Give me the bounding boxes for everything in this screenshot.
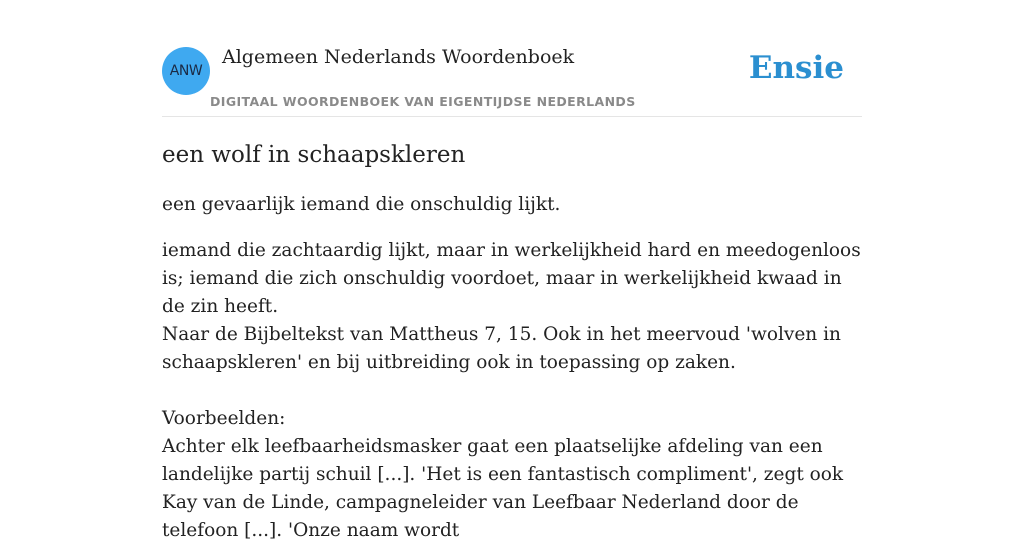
anw-logo[interactable]: ANW <box>162 47 210 95</box>
page <box>162 0 862 541</box>
long-definition-block <box>162 237 862 545</box>
ensie-brand-link[interactable]: Ensie <box>748 50 844 86</box>
site-subtitle: DIGITAAL WOORDENBOEK VAN EIGENTIJDSE NEDERLANDS <box>210 94 636 109</box>
long-definition: iemand die zachtaardig lijkt, maar in werkelijkheid hard en meedogenloos is; iemand die zich onschuldig voordoet, maar in werkelijkheid kwaad in de zin heeft. <box>162 240 861 317</box>
origin-note: Naar de Bijbeltekst van Mattheus 7, 15. Ook in het meervoud 'wolven in schaapskleren' en bij uitbreiding ook in toepassing op zaken. <box>162 324 841 373</box>
example-text: Achter elk leefbaarheidsmasker gaat een plaatselijke afdeling van een landelijke partij schuil [...]. 'Het is een fantastisch compliment', zegt ook Kay van de Linde, campagneleider van Leefbaar Nederland door de telefoon [...]. 'Onze naam wordt <box>162 436 844 541</box>
site-header <box>162 0 862 117</box>
entry-content <box>162 139 862 545</box>
spacer <box>162 377 862 405</box>
examples-label: Voorbeelden: <box>162 408 286 429</box>
entry-term: een wolf in schaapskleren <box>162 142 466 168</box>
short-definition: een gevaarlijk iemand die onschuldig lijkt. <box>162 194 561 215</box>
site-title[interactable]: Algemeen Nederlands Woordenboek <box>222 46 575 68</box>
